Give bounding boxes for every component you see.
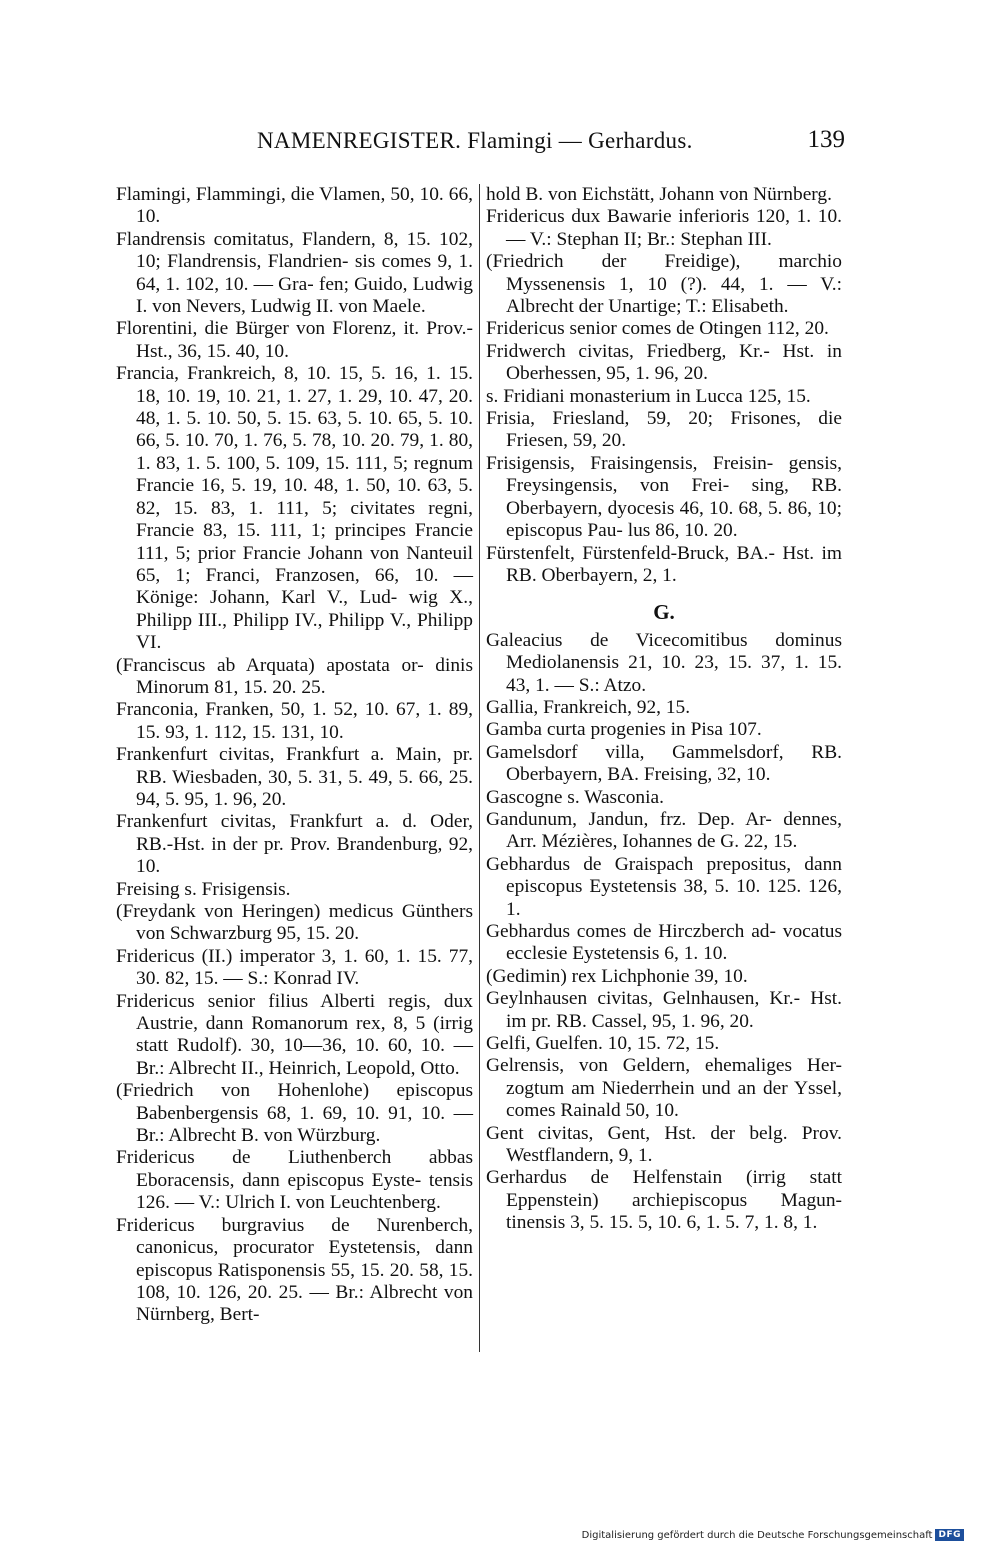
index-entry: Fridericus dux Bawarie inferioris 120, 1. 10. — V.: Stephan II; Br.: Stephan III. [486, 206, 842, 250]
index-entry: Frankenfurt civitas, Frankfurt a. d. Oder, RB.-Hst. in der pr. Prov. Brandenburg, 92, 10. [116, 811, 473, 878]
index-entry: Geylnhausen civitas, Gelnhausen, Kr.- Hst. im pr. RB. Cassel, 95, 1. 96, 20. [486, 988, 842, 1032]
index-entry: s. Fridiani monasterium in Lucca 125, 15. [486, 385, 811, 407]
index-entry: Fridwerch civitas, Friedberg, Kr.- Hst. in Oberhessen, 95, 1. 96, 20. [486, 340, 842, 385]
index-entry: Gelrensis, von Geldern, ehemaliges Her- zogtum am Niederrhein und an der Yssel, comes Rainald 50, 10. [486, 1055, 842, 1122]
index-entry: Fridericus burgravius de Nurenberch, canonicus, procurator Eystetensis, dann episcopus Ratisponensis 55, 15. 20. 58, 15. 108, 10. 126, 20. 25. — Br.: Albrecht von Nürnberg, Bert- [116, 1214, 473, 1326]
running-title: NAMENREGISTER. Flamingi — Gerhardus. [257, 128, 693, 153]
index-entry: (Gedimin) rex Lichphonie 39, 10. [486, 965, 748, 987]
index-entry: Fridericus de Liuthenberch abbas Eboracensis, dann episcopus Eyste- tensis 126. — V.: Ulrich I. von Leuchtenberg. [116, 1147, 473, 1214]
index-entry: Gent civitas, Gent, Hst. der belg. Prov. Westflandern, 9, 1. [486, 1122, 842, 1167]
index-entry: (Franciscus ab Arquata) apostata or- dinis Minorum 81, 15. 20. 25. [116, 654, 473, 698]
index-entry: Frisia, Friesland, 59, 20; Frisones, die Friesen, 59, 20. [486, 408, 842, 452]
page-number: 139 [807, 126, 845, 153]
index-entry: (Friedrich von Hohenlohe) episcopus Babenbergensis 68, 1. 69, 10. 91, 10. — Br.: Albrecht B. von Würzburg. [116, 1080, 473, 1147]
index-entry: Gebhardus de Graispach prepositus, dann episcopus Eystetensis 38, 5. 10. 125. 126, 1. [486, 853, 842, 920]
column-divider [479, 184, 480, 1352]
index-entry: Fridericus (II.) imperator 3, 1. 60, 1. 15. 77, 30. 82, 15. — S.: Konrad IV. [116, 945, 473, 990]
index-entry: Frisigensis, Fraisingensis, Freisin- gensis, Freysingensis, von Frei- sing, RB. Oberbayern, dyocesis 46, 10. 68, 5. 86, 10; episcopus Pau- lus 86, 10. 20. [486, 452, 842, 542]
index-entry: (Freydank von Heringen) medicus Günthers von Schwarzburg 95, 15. 20. [116, 901, 473, 945]
index-entry: Gamba curta progenies in Pisa 107. [486, 719, 762, 741]
index-entry: Frankenfurt civitas, Frankfurt a. Main, pr. RB. Wiesbaden, 30, 5. 31, 5. 49, 5. 66, 25. 94, 5. 95, 1. 96, 20. [116, 744, 473, 810]
index-entry: Galeacius de Vicecomitibus dominus Mediolanensis 21, 10. 23, 15. 37, 1. 15. 43, 1. — S.: Atzo. [486, 629, 842, 696]
index-entry: Gandunum, Jandun, frz. Dep. Ar- dennes, Arr. Mézières, Iohannes de G. 22, 15. [486, 808, 842, 853]
index-entry: Gascogne s. Wasconia. [486, 786, 664, 808]
index-entry: Freising s. Frisigensis. [116, 878, 291, 900]
left-column [116, 184, 473, 1327]
index-entry: Flamingi, Flammingi, die Vlamen, 50, 10. 66, 10. [116, 184, 473, 228]
index-entry: Franconia, Franken, 50, 1. 52, 10. 67, 1. 89, 15. 93, 1. 112, 15. 131, 10. [116, 699, 473, 743]
index-entry: Gelfi, Guelfen. 10, 15. 72, 15. [486, 1033, 720, 1055]
index-entry: (Friedrich der Freidige), marchio Myssenensis 1, 10 (?). 44, 1. — V.: Albrecht der Unartige; T.: Elisabeth. [486, 251, 842, 318]
index-entry: Florentini, die Bürger von Florenz, it. Prov.-Hst., 36, 15. 40, 10. [116, 318, 473, 362]
section-letter: G. [653, 600, 675, 625]
index-entry: hold B. von Eichstätt, Johann von Nürnberg. [486, 184, 832, 205]
index-entry: Gerhardus de Helfenstain (irrig statt Eppenstein) archiepiscopus Magun- tinensis 3, 5. 15. 5, 10. 6, 1. 5. 7, 1. 8, 1. [486, 1167, 842, 1234]
footer-credit [582, 1529, 964, 1541]
funding-note: Digitalisierung gefördert durch die Deutsche Forschungsgemeinschaft [581, 1529, 933, 1541]
index-entry: Flandrensis comitatus, Flandern, 8, 15. 102, 10; Flandrensis, Flandrien- sis comes 9, 1. 64, 1. 102, 10. — Gra- fen; Guido, Ludwig I. von Nevers, Ludwig II. von Maele. [116, 228, 473, 318]
index-entry: Fridericus senior filius Alberti regis, dux Austrie, dann Romanorum rex, 8, 5 (irrig statt Rudolf). 30, 10—36, 10. 60, 10. — Br.: Albrecht II., Heinrich, Leopold, Otto. [116, 990, 473, 1079]
index-entry: Gebhardus comes de Hirczberch ad- vocatus ecclesie Eystetensis 6, 1. 10. [486, 921, 842, 965]
page-header [115, 128, 845, 162]
dfg-logo: DFG [935, 1529, 964, 1541]
index-entry: Gamelsdorf villa, Gammelsdorf, RB. Oberbayern, BA. Freising, 32, 10. [486, 741, 842, 786]
index-entry: Francia, Frankreich, 8, 10. 15, 5. 16, 1. 15. 18, 10. 19, 10. 21, 1. 27, 1. 29, 10. 47, 20. 48, 1. 5. 10. 50, 5. 15. 63, 5. 10. 65, 5. 10. 66, 5. 10. 70, 1. 76, 5. 78, 10. 20. 79, 1. 80, 1. 83, 1. 5. 100, 5. 109, 15. 111, 5; regnum Francie 16, 5. 19, 10. 48, 1. 50, 10. 63, 5. 82, 15. 83, 1. 111, 5; civitates regni, Francie 83, 15. 111, 1; principes Francie 111, 5; prior Francie Johann von Nanteuil 65, 1; Franci, Franzosen, 66, 10. — Könige: Johann, Karl V., Lud- wig X., Philipp III., Philipp IV., Philipp V., Philipp VI. [116, 363, 473, 654]
right-column [486, 184, 842, 1235]
index-entry: Fürstenfelt, Fürstenfeld-Bruck, BA.- Hst. im RB. Oberbayern, 2, 1. [486, 542, 842, 586]
index-entry: Fridericus senior comes de Otingen 112, 20. [486, 318, 829, 340]
index-entry: Gallia, Frankreich, 92, 15. [486, 696, 691, 718]
